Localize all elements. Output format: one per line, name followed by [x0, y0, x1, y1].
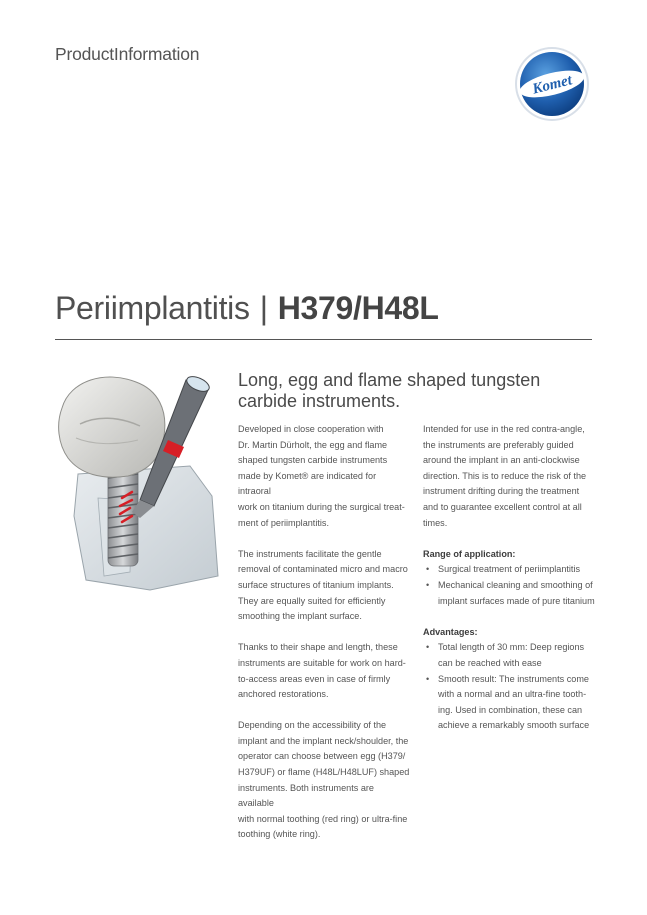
text-line: shaped tungsten carbide instruments [238, 455, 388, 466]
paragraph-accessibility [238, 718, 410, 843]
text-line: surface structures of titanium implants. [238, 579, 394, 590]
text-line: the instruments are preferably guided [423, 439, 574, 450]
text-line: H379UF) or flame (H48L/H48LUF) shaped [238, 767, 410, 778]
text-line: Dr. Martin Dürholt, the egg and flame [238, 439, 388, 450]
text-line: The instruments facilitate the gentle [238, 548, 382, 559]
text-line: achieve a remarkably smooth surface [438, 720, 590, 731]
title-rule [55, 339, 592, 340]
paragraph-intended-use [423, 422, 595, 531]
logo-text: Komet [530, 72, 574, 98]
bullet-icon: • [426, 579, 430, 590]
bullet-icon: • [426, 673, 430, 684]
text-line: toothing (white ring). [238, 829, 321, 840]
text-line: Developed in close cooperation with [238, 424, 384, 434]
text-line: Depending on the accessibility of the [238, 720, 387, 731]
paragraph-removal [238, 547, 410, 625]
list-item [423, 562, 595, 578]
bullet-icon: • [426, 564, 430, 575]
text-line: can be reached with ease [438, 657, 542, 668]
text-line: work on titanium during the surgical treat- [238, 501, 405, 512]
tooth-implant-illustration [40, 366, 230, 596]
text-line: Smooth result: The instruments come [438, 673, 589, 684]
text-line: with normal toothing (red ring) or ultra-fine [238, 813, 408, 824]
list-item [423, 672, 595, 734]
advantages-list [423, 640, 595, 734]
header-label: ProductInformation [55, 44, 200, 64]
title-main: Periimplantitis [55, 290, 250, 326]
title-product: H379/H48L [277, 290, 439, 326]
text-line: anchored restorations. [238, 689, 329, 700]
text-line: instrument drifting during the treatment [423, 486, 580, 497]
paragraph-shape [238, 640, 410, 702]
subtitle-line: carbide instruments. [238, 391, 401, 411]
text-line: They are equally suited for efficiently [238, 595, 386, 606]
text-line: made by Komet® are indicated for intraoral [238, 470, 377, 497]
text-line: Surgical treatment of periimplantitis [438, 564, 581, 575]
text-line: with a normal and an ultra-fine tooth- [438, 689, 587, 700]
list-item [423, 578, 595, 609]
text-line: Total length of 30 mm: Deep regions [438, 642, 585, 653]
text-line: removal of contaminated micro and macro [238, 564, 408, 575]
text-line: Intended for use in the red contra-angle, [423, 424, 585, 434]
komet-logo [512, 44, 592, 124]
text-line: ing. Used in combination, these can [438, 704, 583, 715]
right-column [423, 422, 595, 749]
text-line: implant surfaces made of pure titanium [438, 595, 595, 606]
text-line: ment of periimplantitis. [238, 517, 329, 528]
paragraph-development [238, 422, 410, 531]
text-line: direction. This is to reduce the risk of the [423, 470, 587, 481]
page-title [55, 290, 439, 327]
text-line: smoothing the implant surface. [238, 611, 362, 622]
text-line: to-access areas even in case of firmly [238, 673, 391, 684]
list-item [423, 640, 595, 671]
text-line: and to guarantee excellent control at all [423, 501, 582, 512]
range-list [423, 562, 595, 609]
text-line: instruments are suitable for work on hard- [238, 657, 406, 668]
title-separator: | [259, 290, 268, 326]
text-line: Thanks to their shape and length, these [238, 642, 398, 653]
text-line: implant and the implant neck/shoulder, the [238, 735, 409, 746]
subtitle [238, 370, 578, 412]
range-heading: Range of application: [423, 548, 516, 559]
advantages-heading: Advantages: [423, 626, 478, 637]
text-line: instruments. Both instruments are available [238, 782, 374, 809]
bullet-icon: • [426, 642, 430, 653]
left-column [238, 422, 410, 859]
subtitle-line: Long, egg and flame shaped tungsten [238, 370, 541, 390]
text-line: times. [423, 517, 448, 528]
text-line: Mechanical cleaning and smoothing of [438, 579, 593, 590]
text-line: around the implant in an anti-clockwise [423, 455, 580, 466]
text-line: operator can choose between egg (H379/ [238, 751, 406, 762]
